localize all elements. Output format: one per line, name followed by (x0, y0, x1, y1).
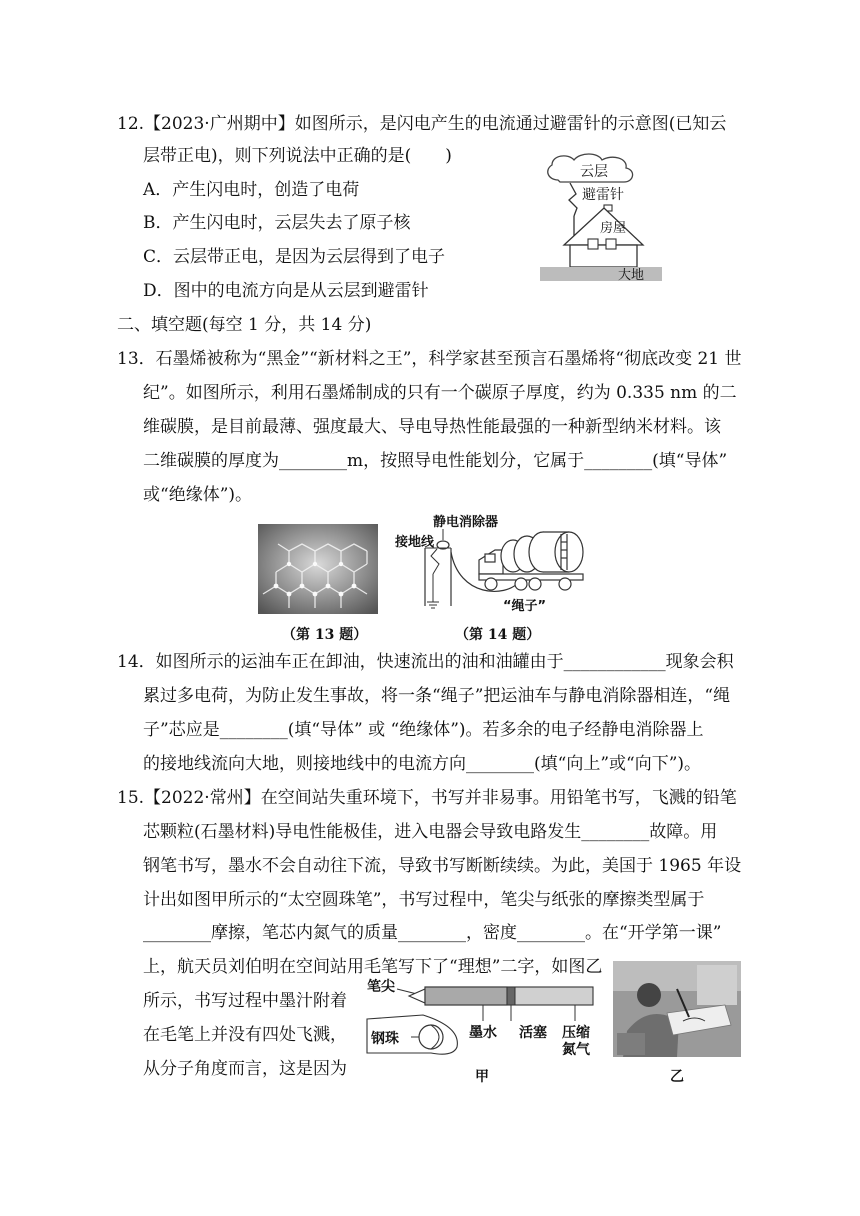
q12-line2: 层带正电)，则下列说法中正确的是( ) (143, 146, 452, 166)
section-title: 二、填空题(每空 1 分，共 14 分) (117, 315, 372, 335)
q12-option-a: A．产生闪电时，创造了电荷 (143, 180, 360, 200)
q13-line2: 纪”。如图所示，利用石墨烯制成的只有一个碳原子厚度，约为 0.335 nm 的二 (143, 383, 737, 403)
q12-line1: 12.【2023·广州期中】如图所示，是闪电产生的电流通过避雷针的示意图(已知云 (117, 114, 727, 134)
q15-line1: 15.【2022·常州】在空间站失重环境下，书写并非易事。用铅笔书写，飞溅的铅笔 (117, 788, 737, 808)
astronaut-photo (613, 961, 741, 1057)
q15-line4: 计出如图甲所示的“太空圆珠笔”，书写过程中，笔尖与纸张的摩擦类型属于 (143, 890, 705, 910)
q12-option-c: C．云层带正电，是因为云层得到了电子 (143, 247, 446, 267)
q13-line4: 二维碳膜的厚度为________m，按照导电性能划分，它属于________(填“导体” (143, 451, 728, 471)
q14-line4: 的接地线流向大地，则接地线中的电流方向________(填“向上”或“向下”)。 (143, 754, 702, 774)
q15-line3: 钢笔书写，墨水不会自动往下流，导致书写断断续续。为此，美国于 1965 年设 (143, 856, 742, 876)
pen-tip (409, 989, 425, 1003)
tanker-truck (479, 532, 583, 590)
caption-q13: （第 13 题） (282, 627, 368, 643)
q13-line5: 或“绝缘体”)。 (143, 485, 253, 505)
fig15-gas-label-1: 压缩 (562, 1025, 590, 1041)
q15-line9: 从分子角度而言，这是因为 (143, 1059, 347, 1079)
q12-option-b: B．产生闪电时，云层失去了原子核 (143, 213, 411, 233)
lightning-rod-figure (530, 150, 670, 285)
oil-truck-figure (395, 512, 595, 624)
q15-line6: 上，航天员刘伯明在空间站用毛笔写下了“理想”二字，如图乙 (143, 957, 603, 977)
q15-line8: 在毛笔上并没有四处飞溅， (143, 1025, 347, 1045)
fig14-rope-label: “绳子” (503, 599, 547, 614)
fig15-tip-label: 笔尖 (367, 979, 395, 995)
fig14-ground-wire-label: 接地线 (395, 535, 435, 550)
q15-line7: 所示，书写过程中墨汁附着 (143, 991, 347, 1011)
fig15-gas-label-2: 氮气 (562, 1042, 590, 1058)
q14-line2: 累过多电荷，为防止发生事故，将一条“绳子”把运油车与静电消除器相连，“绳 (143, 686, 731, 706)
q14-line1: 14．如图所示的运油车正在卸油，快速流出的油和油罐由于____________现象会积 (117, 652, 734, 672)
fig12-rod-label: 避雷针 (582, 187, 624, 203)
house-body (570, 245, 637, 267)
q14-line3: 子”芯应是________(填“导体” 或 “绝缘体”)。若多余的电子经静电消除器上 (143, 720, 704, 740)
q13-line3: 维碳膜，是目前最薄、强度最大、导电导热性能最强的一种新型纳米材料。该 (143, 417, 721, 437)
q15-line2: 芯颗粒(石墨材料)导电性能极佳，进入电器会导致电路发生________故障。用 (143, 822, 718, 842)
q15-line5: ________摩擦，笔芯内氮气的质量________，密度________。在“开学第一课” (143, 923, 722, 943)
graphene-photo (258, 524, 378, 614)
fig12-ground-label: 大地 (618, 268, 645, 283)
q13-line1: 13．石墨烯被称为“黑金”“新材料之王”，科学家甚至预言石墨烯将“彻底改变 21 世 (117, 349, 742, 369)
caption-q14: （第 14 题） (455, 627, 541, 643)
fig12-cloud-label: 云层 (580, 164, 608, 180)
fig14-eliminator-label: 静电消除器 (433, 515, 499, 530)
space-pen-diagram (365, 975, 605, 1087)
fig12-house-label: 房屋 (600, 221, 627, 236)
lightning-bolt (569, 183, 577, 216)
fig15-yi-label: 乙 (670, 1069, 684, 1085)
fig15-ball-label: 钢珠 (371, 1031, 399, 1047)
q12-option-d: D．图中的电流方向是从云层到避雷针 (143, 281, 429, 301)
fig15-piston-label: 活塞 (519, 1025, 547, 1041)
fig15-jia-label: 甲 (475, 1069, 489, 1085)
fig15-ink-label: 墨水 (469, 1025, 497, 1041)
